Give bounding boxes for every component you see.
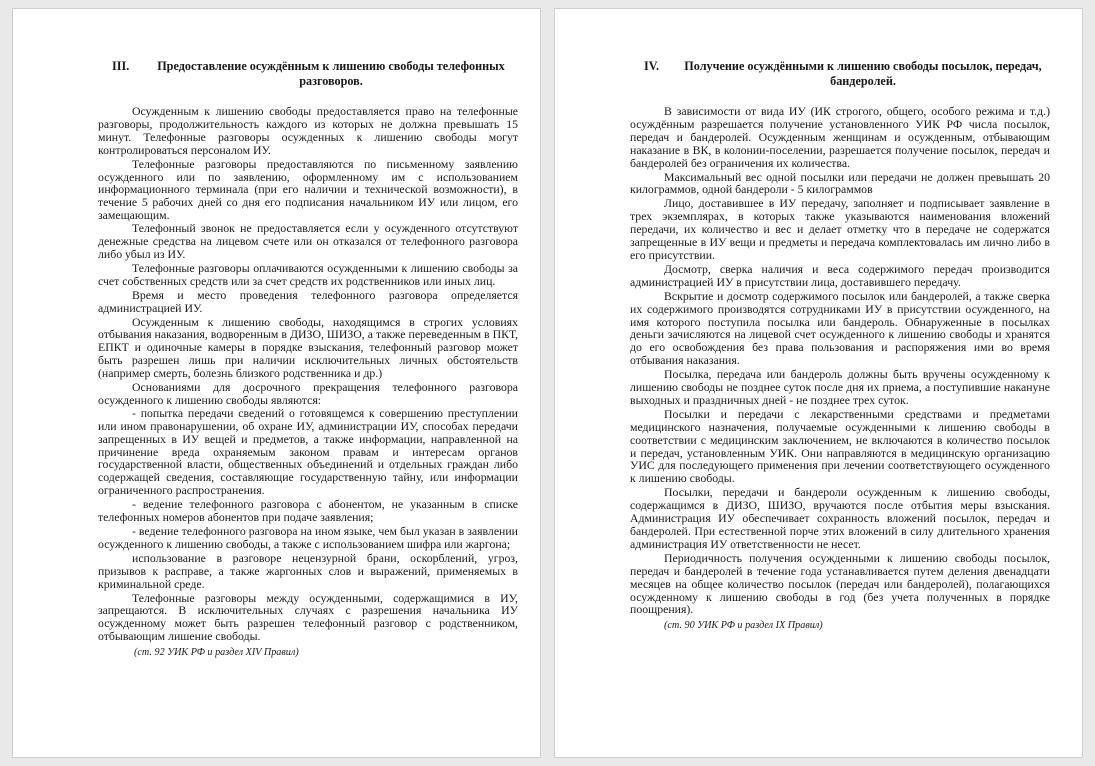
paragraph: Время и место проведения телефонного разговора определяется администрацией ИУ. <box>98 287 518 315</box>
paragraph: Телефонные разговоры оплачиваются осужденными к лишению свободы за счет собственных средств или за счет средств их родственников или иных лиц. <box>98 260 518 288</box>
paragraph: Досмотр, сверка наличия и веса содержимого передач производится администрацией ИУ в присутствии лица, доставившего передачу. <box>630 261 1050 289</box>
section-heading <box>630 59 1050 89</box>
section-title: Предоставление осуждённым к лишению свободы телефонных разговоров. <box>157 59 505 88</box>
paragraph: Посылки и передачи с лекарственными средствами и предметами медицинского назначения, получаемые осужденными к лишению свободы в соответствии с медицинским заключением, не включаются в количество посылок и передач, установленным УИК. Они направляются в медицинскую организацию УИС для последующего применения при лечении соответствующего осужденного к лишению свободы. <box>630 406 1050 486</box>
list-item: использование в разговоре нецензурной брани, оскорблений, угроз, призывов к расправе, а также жаргонных слов и выражений, применяемых в криминальной среде. <box>98 550 518 591</box>
section-number: IV. <box>644 59 660 73</box>
paragraph: Вскрытие и досмотр содержимого посылок или бандеролей, а также сверка их содержимого производятся сотрудниками ИУ в присутствии осужденного, на имя которого поступила посылка или бандероль. Обнаруженные в посылках деньги зачисляются на лицевой счет осужденного к лишению свободы и хранятся до его освобождения без права пользования и распоряжения ими во время отбывания наказания. <box>630 288 1050 368</box>
paragraph: Периодичность получения осужденными к лишению свободы посылок, передач и бандеролей в течение года устанавливается путем деления двенадцати месяцев на общее количество посылок (передач или бандеролей), полагающихся осужденному к лишению свободы в год (без учета полученных в порядке поощрения). <box>630 550 1050 617</box>
paragraph: Посылки, передачи и бандероли осужденным к лишению свободы, содержащимся в ДИЗО, ШИЗО, вручаются после отбытия меры взыскания. Администрация ИУ обеспечивает сохранность вложений посылок, передач и бандеролей. При естественной порче этих вложений в силу длительного хранения администрация ИУ ответственности не несет. <box>630 485 1050 551</box>
paragraph: Основаниями для досрочного прекращения телефонного разговора осужденного к лишению свободы являются: <box>98 380 518 407</box>
list-item: - ведение телефонного разговора на ином языке, чем был указан в заявлении осужденного к лишению свободы, а также с использованием шифра или жаргона; <box>98 524 518 551</box>
paragraph: Максимальный вес одной посылки или передачи не должен превышать 20 килограммов, одной бандероли - 5 килограммов <box>630 169 1050 197</box>
paragraph: В зависимости от вида ИУ (ИК строгого, общего, особого режима и т.д.) осуждённым разрешается получение установленного УИК РФ числа посылок, передач и бандеролей. Осужденным женщинам и осужденным, отбывающим наказание в ВК, в колонии-поселении, разрешается получение посылок, передач и бандеролей без ограничения их количества. <box>630 104 1050 170</box>
section-heading <box>98 59 518 89</box>
paragraph: Посылка, передача или бандероль должны быть вручены осужденному к лишению свободы не позднее суток после дня их приема, а поступившие накануне выходных и праздничных дней - не позднее трех суток. <box>630 367 1050 407</box>
page-content <box>98 59 518 659</box>
list-item: - ведение телефонного разговора с абонентом, не указанным в списке телефонных номеров абонентов при подаче заявления; <box>98 497 518 525</box>
document-page-left <box>12 8 541 758</box>
legal-reference: (ст. 90 УИК РФ и раздел IX Правил) <box>664 620 823 632</box>
document-page-right <box>554 8 1083 758</box>
paragraph: Телефонные разговоры между осужденными, содержащимися в ИУ, запрещаются. В исключительных случаях с разрешения начальника ИУ осужденному может быть разрешен телефонный разговор с родственником, отбывающим лишение свободы. <box>98 590 518 644</box>
section-number: III. <box>112 59 130 73</box>
list-item: - попытка передачи сведений о готовящемся к совершению преступлении или ином правонарушении, об охране ИУ, администрации ИУ, способах передачи запрещенных в ИУ вещей и предметов, а также информации, направленной на причинение вреда охраняемым законом правам и интересам органов государственной власти, общественных объединений и отдельных граждан либо содержащей сведения, составляющие государственную тайну, или информации ограниченного распространения. <box>98 405 518 498</box>
paragraph: Осужденным к лишению свободы, находящимся в строгих условиях отбывания наказания, водворенным в ДИЗО, ШИЗО, а также переведенным в ПКТ, ЕПКТ и одиночные камеры в порядке взыскания, телефонный разговор может быть разрешен лишь при наличии исключительных личных обстоятельств (например смерть, болезнь близкого родственника и др.) <box>98 314 518 381</box>
paragraph: Телефонный звонок не предоставляется если у осужденного отсутствуют денежные средства на лицевом счете или он отказался от телефонного разговора либо убыл из ИУ. <box>98 221 518 261</box>
legal-reference: (ст. 92 УИК РФ и раздел XIV Правил) <box>134 647 299 659</box>
paragraph: Осужденным к лишению свободы предоставляется право на телефонные разговоры, продолжительность каждого из которых не должна превышать 15 минут. Телефонные разговоры осужденных к лишению свободы могут контролироваться персоналом ИУ. <box>98 104 518 157</box>
section-title: Получение осуждёнными к лишению свободы посылок, передач, бандеролей. <box>684 59 1042 88</box>
paragraph: Лицо, доставившее в ИУ передачу, заполняет и подписывает заявление в трех экземплярах, в которых также указываются наименования вложений передачи, их количество и вес и делает отметку что в передаче не содержатся запрещенные в ИУ вещи и предметы и передача комплектовалась им лично либо в его присутствии. <box>630 196 1050 262</box>
page-content <box>630 59 1050 632</box>
paragraph: Телефонные разговоры предоставляются по письменному заявлению осужденного или по заявлению, оформленному им с использованием информационного терминала (при его наличии и технической возможности), в течение 5 рабочих дней со дня его подписания начальником ИУ или лицом, его замещающим. <box>98 156 518 223</box>
